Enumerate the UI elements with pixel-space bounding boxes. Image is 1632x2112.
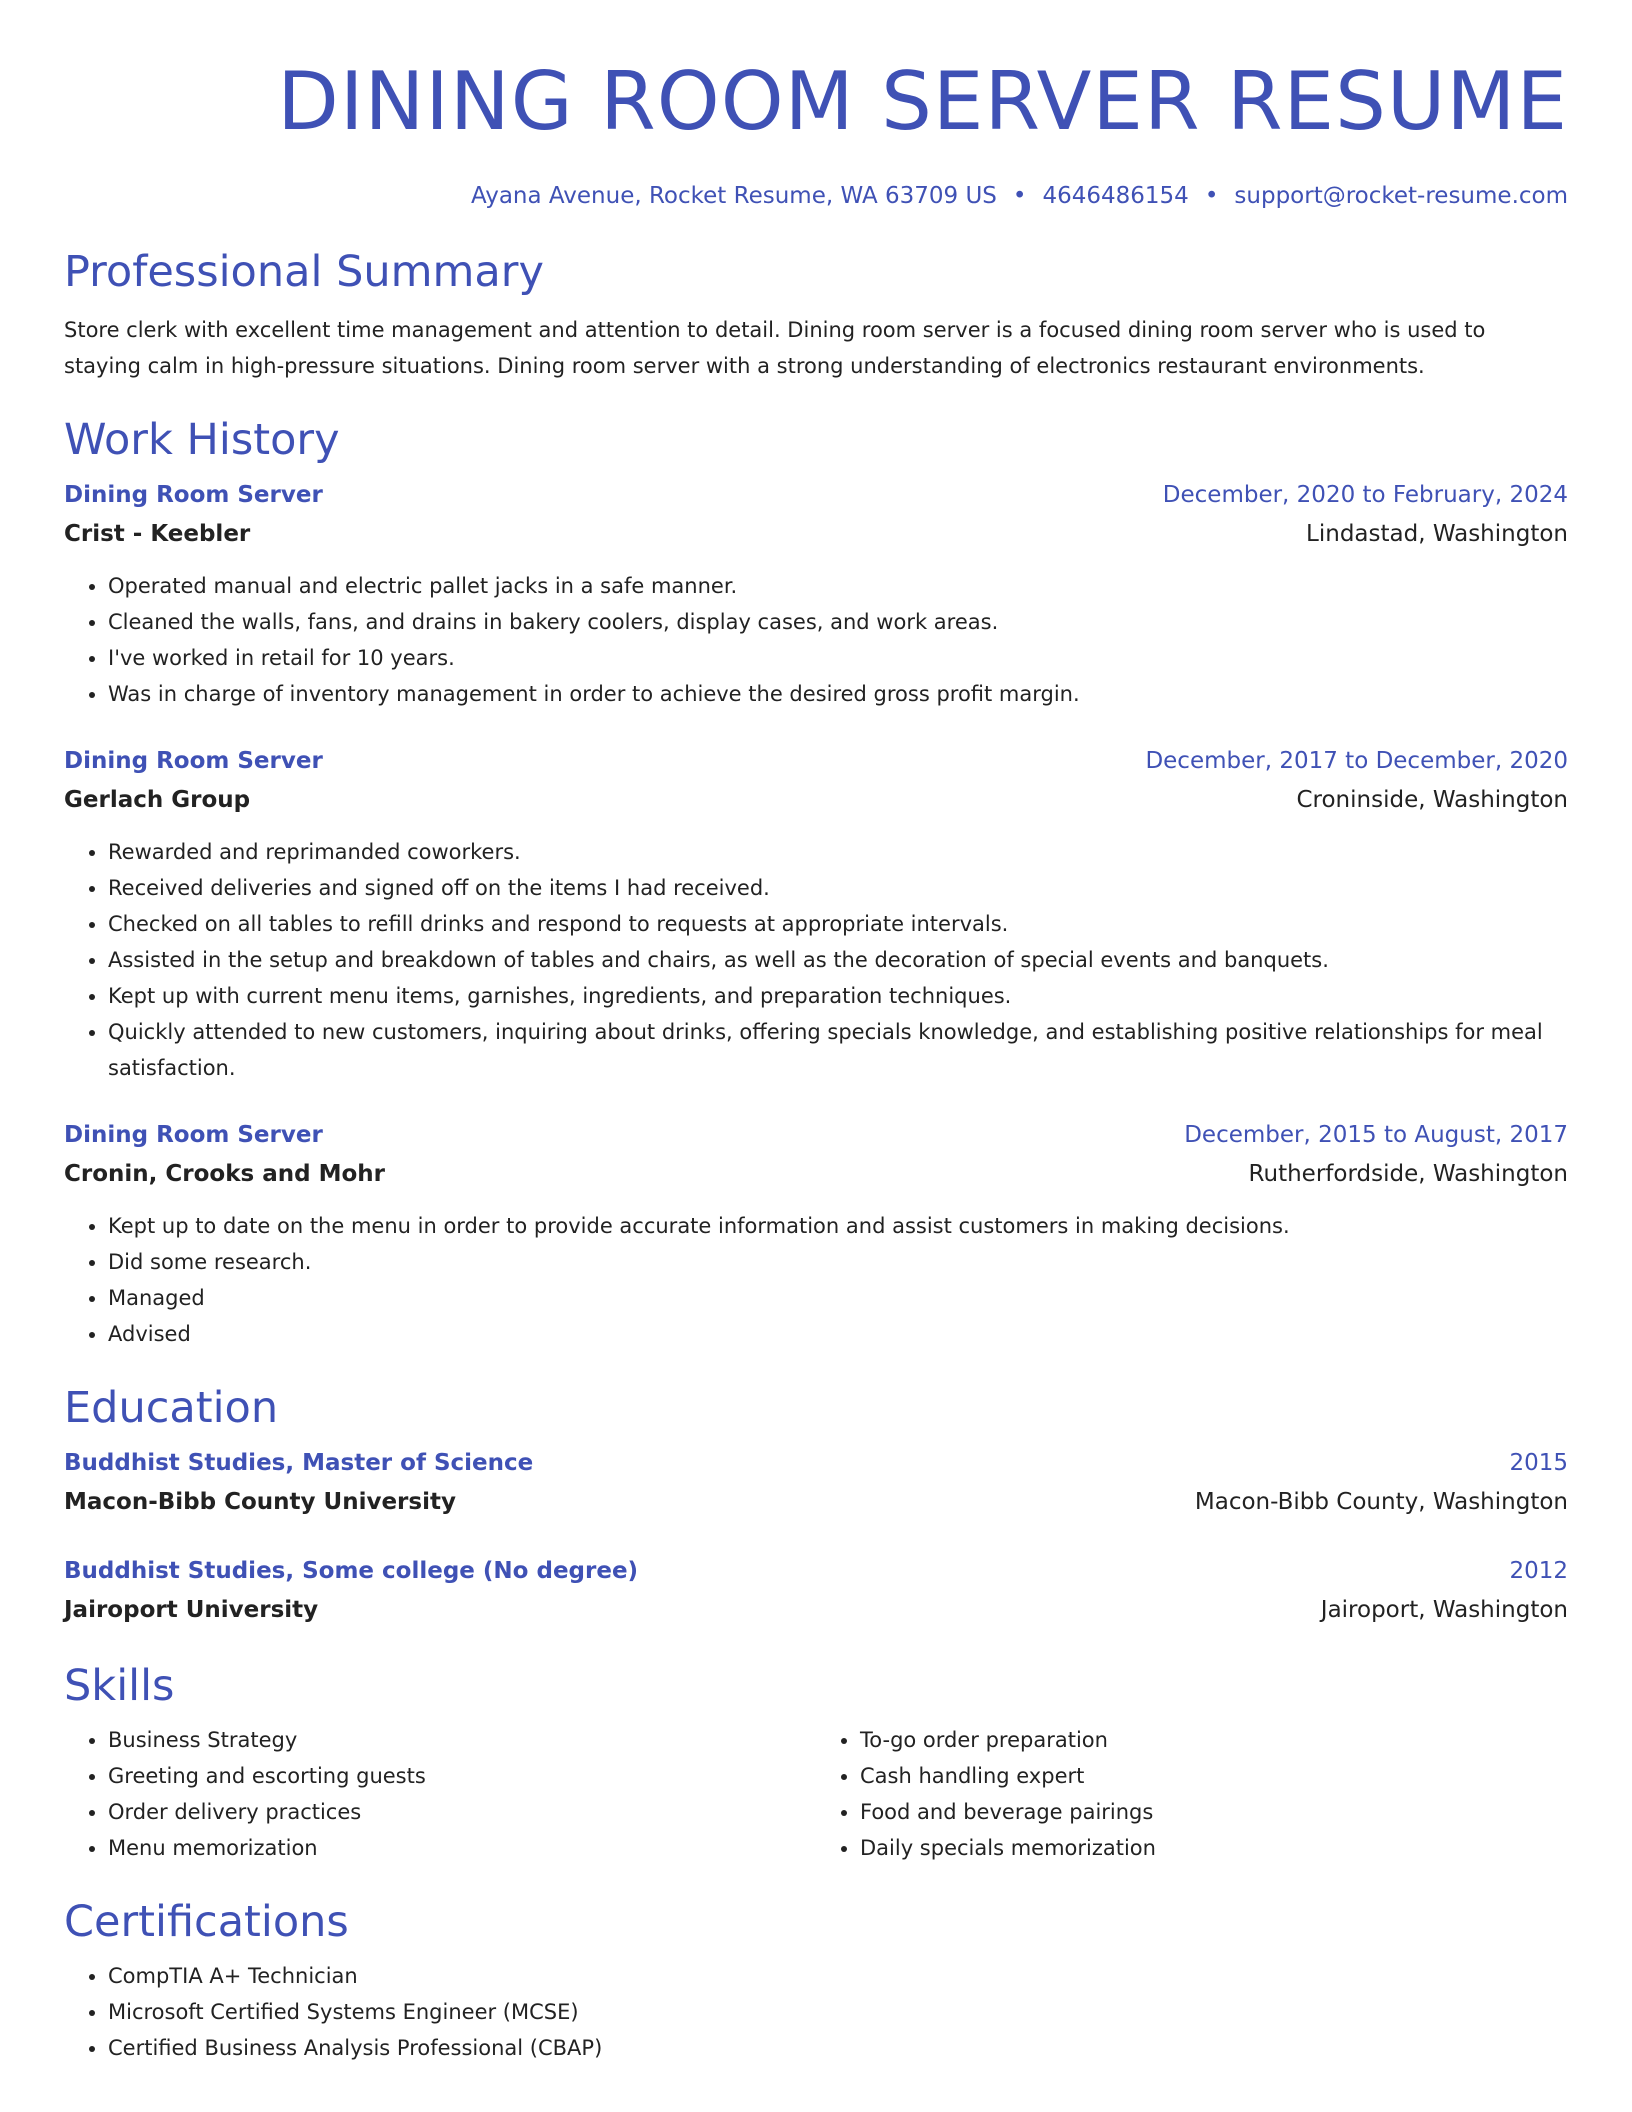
list-item: • Did some research.	[108, 1244, 1568, 1280]
resume-title: DINING ROOM SERVER RESUME	[277, 55, 1568, 148]
list-item: • Kept up to date on the menu in order to provide accurate information and assist customers in making decisions.	[108, 1208, 1568, 1244]
education-location: Macon-Bibb County, Washington	[1194, 1489, 1568, 1515]
job-bullets	[64, 834, 1568, 1086]
job-dates: December, 2015 to August, 2017	[1184, 1122, 1568, 1148]
list-item: • Operated manual and electric pallet jacks in a safe manner.	[108, 568, 1568, 604]
education-year: 2015	[1509, 1450, 1568, 1476]
list-item: • Microsoft Certified Systems Engineer (MCSE)	[108, 1994, 1568, 2030]
section-heading-certifications: Certifications	[64, 1897, 349, 1947]
list-item: • Cash handling expert	[860, 1758, 1568, 1794]
job-entry	[64, 476, 1568, 712]
list-item: • Rewarded and reprimanded coworkers.	[108, 834, 1568, 870]
list-item: • Menu memorization	[108, 1830, 816, 1866]
job-header-row	[64, 1116, 1568, 1154]
job-title: Dining Room Server	[64, 482, 323, 508]
list-item: • Business Strategy	[108, 1722, 816, 1758]
skills-section	[64, 1660, 1568, 1866]
job-dates: December, 2017 to December, 2020	[1145, 748, 1568, 774]
job-company: Cronin, Crooks and Mohr	[64, 1161, 385, 1187]
job-entry	[64, 1116, 1568, 1352]
certifications-section	[64, 1896, 1568, 2066]
list-item: • Received deliveries and signed off on the items I had received.	[108, 870, 1568, 906]
job-entry	[64, 742, 1568, 1086]
summary-text: Store clerk with excellent time management and attention to detail. Dining room server is a focused dining room server who is used to staying calm in high-pressure situations. Dining room server with a strong understanding of electronics restaurant environments.	[64, 318, 1486, 378]
contact-line	[64, 180, 1568, 212]
job-header-row	[64, 742, 1568, 780]
job-location: Croninside, Washington	[1296, 787, 1568, 813]
list-item: • Advised	[108, 1316, 1568, 1352]
job-company-row	[64, 780, 1568, 820]
job-title: Dining Room Server	[64, 1122, 323, 1148]
education-location: Jairoport, Washington	[1320, 1597, 1568, 1623]
list-item: • Certified Business Analysis Professional (CBAP)	[108, 2030, 1568, 2066]
education-degree: Buddhist Studies, Some college (No degree)	[64, 1558, 639, 1584]
section-heading-work: Work History	[64, 415, 340, 465]
work-history-section	[64, 414, 1568, 1352]
contact-address: Ayana Avenue, Rocket Resume, WA 63709 US	[471, 183, 997, 209]
list-item: • Quickly attended to new customers, inquiring about drinks, offering specials knowledge, and establishing positive relationships for meal satisfaction.	[108, 1014, 1568, 1086]
education-school-row	[64, 1482, 1568, 1522]
job-bullets	[64, 568, 1568, 712]
section-heading-summary: Professional Summary	[64, 247, 544, 297]
job-header-row	[64, 476, 1568, 514]
list-item: • Kept up with current menu items, garnishes, ingredients, and preparation techniques.	[108, 978, 1568, 1014]
list-item: • Greeting and escorting guests	[108, 1758, 816, 1794]
job-company: Gerlach Group	[64, 787, 251, 813]
section-heading-skills: Skills	[64, 1661, 175, 1711]
job-location: Lindastad, Washington	[1306, 521, 1568, 547]
job-location: Rutherfordside, Washington	[1248, 1161, 1568, 1187]
list-item: • Food and beverage pairings	[860, 1794, 1568, 1830]
list-item: • Checked on all tables to refill drinks and respond to requests at appropriate intervals.	[108, 906, 1568, 942]
section-heading-education: Education	[64, 1383, 279, 1433]
skills-columns	[64, 1722, 1568, 1866]
contact-phone: 4646486154	[1042, 183, 1189, 209]
list-item: • Was in charge of inventory management in order to achieve the desired gross profit margin.	[108, 676, 1568, 712]
job-company-row	[64, 514, 1568, 554]
education-school-row	[64, 1590, 1568, 1630]
education-section	[64, 1382, 1568, 1630]
list-item: • CompTIA A+ Technician	[108, 1958, 1568, 1994]
list-item: • Managed	[108, 1280, 1568, 1316]
job-company: Crist - Keebler	[64, 521, 251, 547]
list-item: • Cleaned the walls, fans, and drains in bakery coolers, display cases, and work areas.	[108, 604, 1568, 640]
education-entry	[64, 1444, 1568, 1522]
education-degree: Buddhist Studies, Master of Science	[64, 1450, 534, 1476]
list-item: • Daily specials memorization	[860, 1830, 1568, 1866]
separator-dot: •	[1204, 183, 1219, 209]
list-item: • Order delivery practices	[108, 1794, 816, 1830]
job-title: Dining Room Server	[64, 748, 323, 774]
list-item: • To-go order preparation	[860, 1722, 1568, 1758]
contact-email[interactable]: support@rocket-resume.com	[1234, 183, 1568, 209]
job-dates: December, 2020 to February, 2024	[1162, 482, 1568, 508]
list-item: • I've worked in retail for 10 years.	[108, 640, 1568, 676]
skills-list-left	[64, 1722, 816, 1866]
certifications-list	[64, 1958, 1568, 2066]
education-school: Macon-Bibb County University	[64, 1489, 456, 1515]
separator-dot: •	[1012, 183, 1027, 209]
education-entry	[64, 1552, 1568, 1630]
job-bullets	[64, 1208, 1568, 1352]
education-school: Jairoport University	[64, 1597, 319, 1623]
job-company-row	[64, 1154, 1568, 1194]
skills-list-right	[816, 1722, 1568, 1866]
summary-section	[64, 246, 1568, 384]
education-header-row	[64, 1444, 1568, 1482]
list-item: • Assisted in the setup and breakdown of tables and chairs, as well as the decoration of special events and banquets.	[108, 942, 1568, 978]
education-header-row	[64, 1552, 1568, 1590]
education-year: 2012	[1509, 1558, 1568, 1584]
